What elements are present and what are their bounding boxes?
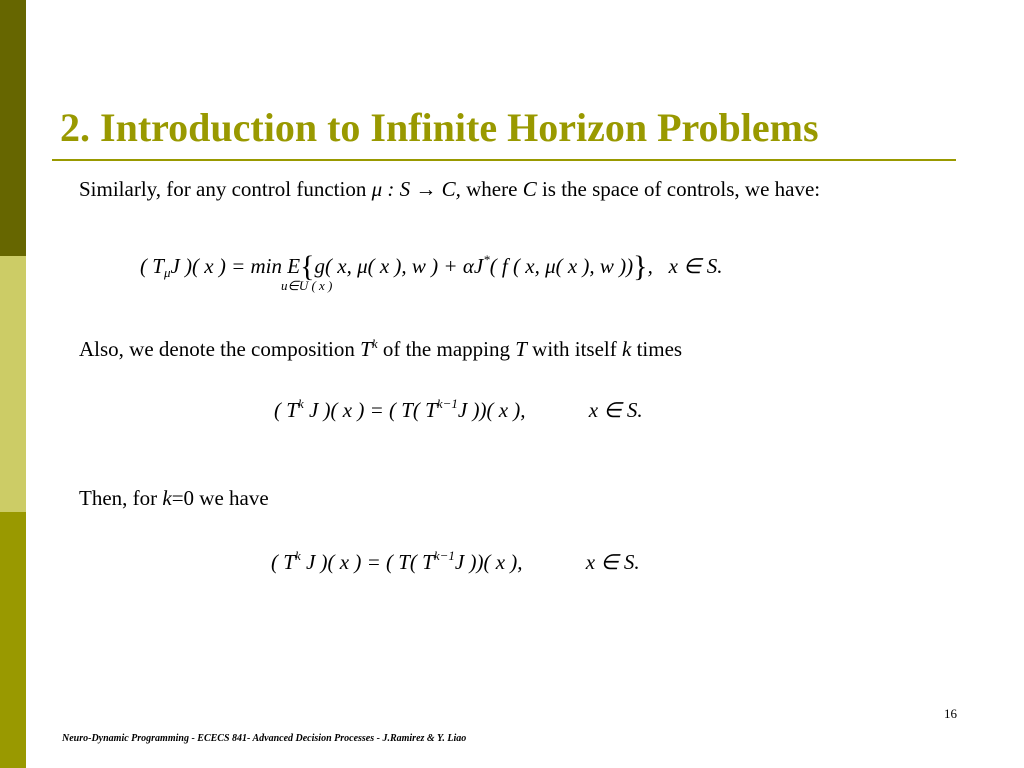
paragraph-control-function: Similarly, for any control function μ : S → C, where C is the space of controls, we have:: [79, 177, 821, 201]
page-number: 16: [944, 706, 957, 721]
sidebar-block-light: [0, 256, 26, 512]
equation-T-k: ( $T^k$ J )( x ) = ( T( $T^{k-1}J$ ))( x ), x ∈ S.: [274, 396, 643, 422]
equation-T-k-zero: ( $T^k$ J )( x ) = ( T( $T^{k-1}J$ ))( x ), x ∈ S.: [271, 548, 640, 574]
decorative-sidebar: [0, 0, 26, 768]
sidebar-block-dark: [0, 0, 26, 256]
title-underline: [52, 159, 956, 161]
slide-title: 2. Introduction to Infinite Horizon Problems: [60, 105, 819, 150]
min-subscript: u∈U ( x ): [281, 278, 333, 293]
footer-text: Neuro-Dynamic Programming - ECECS 841- Advanced Decision Processes - J.Ramirez & Y. Liao: [62, 733, 467, 744]
sidebar-block-olive: [0, 512, 26, 768]
paragraph-k-zero: Then, for k=0 we have: [79, 486, 269, 510]
equation-T-mu: ( $T_\mu J$ )( x ) = min E{g( x, μ( x ), w ) + αJ*( f ( x, μ( x ), w ))}, x ∈ S.: [140, 250, 723, 283]
paragraph-composition: Also, we denote the composition $T^k$ of the mapping T with itself k times: [79, 336, 683, 361]
